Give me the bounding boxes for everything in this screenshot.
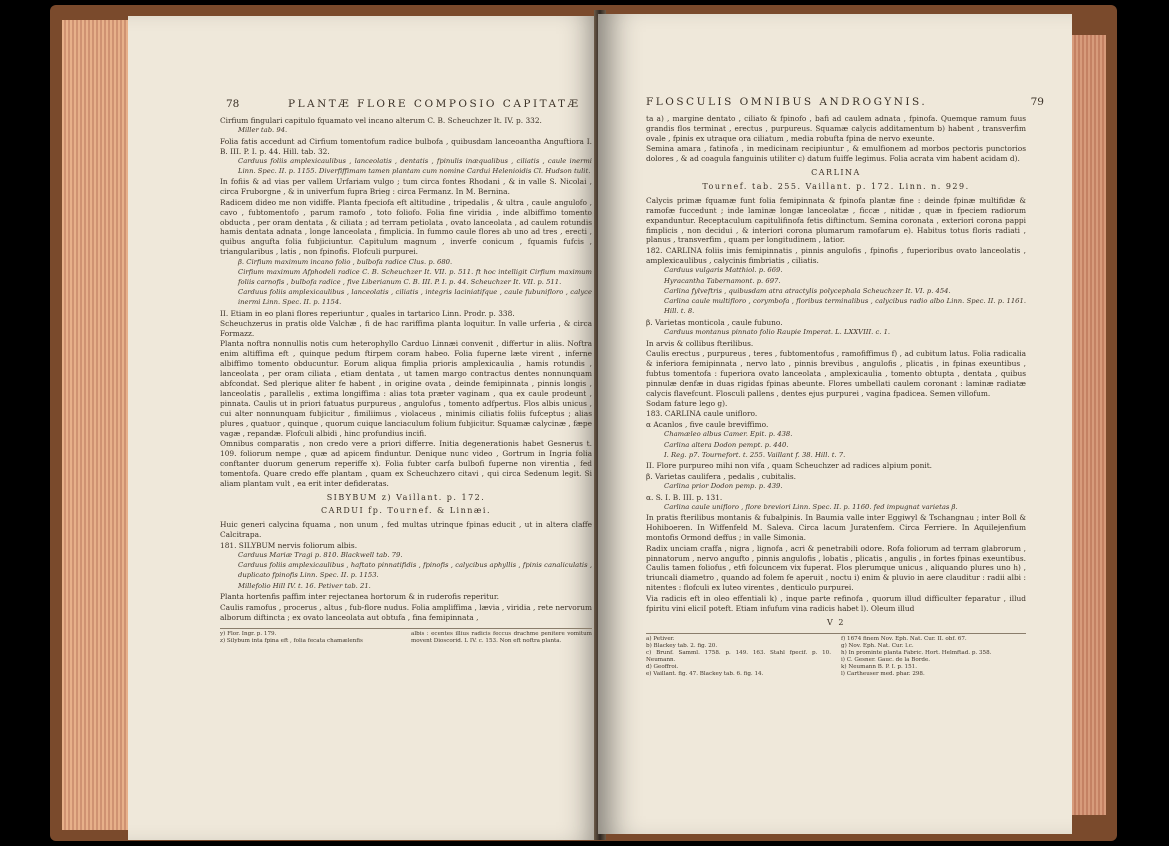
footnote: a) Petiver. xyxy=(646,636,675,643)
footnote: z) Silybum inta fpina eft , folia fecata chamælenfis xyxy=(220,638,363,645)
paragraph: Carlina caule unifloro , flore breviori Linn. Spec. II. p. 1160. fed impugnat varietas β. xyxy=(664,503,958,512)
paragraph: β. Cirfium maximum incano folio , bulbofa radice Clus. p. 680. xyxy=(238,257,453,266)
paragraph: Carduus foliis amplexicaulibus , lanceolatis , ciliatis , integris laciniatifque , caule fubunifloro , calyce inermi Linn. Spec. II. p. 1154. xyxy=(238,288,592,307)
paragraph: Huic generi calycina fquama , non unum , fed multas utrinque fpinas educit , ut in altera claffe Calcitrapa. xyxy=(220,520,592,540)
paragraph: Chamæleo albus Camer. Epit. p. 438. xyxy=(664,430,793,439)
left-page-text xyxy=(220,116,592,645)
paragraph: In arvis & collibus fterilibus. xyxy=(646,338,754,348)
paragraph: α Acanlos , five caule breviffimo. xyxy=(646,419,769,429)
paragraph: Folia fatis accedunt ad Cirfium tomentofum radice bulbofa , quibusdam lanceoantha Anguftiora I. B. III. P. I. p. 44. Hill. tab. 32. xyxy=(220,136,592,156)
paragraph: Carduus Mariæ Tragi p. 810. Blackwell tab. 79. xyxy=(238,551,403,560)
paragraph: Planta noftra nonnullis notis cum heterophyllo Carduo Linnæi convenit , differtur in aliis. Noftra enim altiffima eft , quinque pedum ftirpem coram habeo. Folia fuperne læte virent , inferne albiffimo tomento obducuntur. Eorum aliqua fimplia prioris amplexicaulia , hamis rotundis , lanceolata , per oram ciliata , etiam dentata , ut tamen margo contractus dentes nonnunquam abfcondat. Sed plerique aliter fe habent , in origine ovata , deinde femipinnata , pinnis longis , lanceolatis , parallelis , extima longiffima : alias tota præter vaginam , qua ex caule prodeunt , pinnata. Caulis ut in priori fatuatus purpureus , angulofus , tomento adfpertus. Flos albis unicus , cui alter nonnunquam fubjicitur , fimiliimus , violaceus , minimis ciliatis foliis fufceptus ; alias plures , quatuor , quinque , quorum cuique lanciaculum folium fubjicitur. Squamæ calycinæ , fæpe vagæ , repandæ. Flofculi albidi , hinc profundius incifi. xyxy=(220,339,592,438)
paragraph: In pratis fterilibus montanis & fubalpinis. In Baumia valle inter Eggiwyl & Tschangnau ; inter Boll & Hohiboeren. In Wiffenfeld M. Saleva. Circa lacum Juratenfem. Circa Ferriere. In Aquilejenfium montofis Ormond deffus ; in valle Simonia. xyxy=(646,513,1026,543)
paragraph: Semina amara , fatinofa , in medicinam recipiuntur , & emulfionem ad morbos pectoris punctorios dolores , & ad coagula fanguinis utiliter c) datum fuiffe legimus. Folia acrata vim habent acidam d). xyxy=(646,144,1026,164)
paragraph: α. S. I. B. III. p. 131. xyxy=(646,492,723,502)
paragraph: In fofiis & ad vias per vallem Urfariam vulgo ; tum circa fontes Rhodani , & in valle S. Nicolai , circa Fruborgne , & in univerfum fupra Brieg : circa Fermanz. In M. Bernina. xyxy=(220,177,592,197)
paragraph: Miller tab. 94. xyxy=(238,126,288,135)
paragraph: Caulis erectus , purpureus , teres , fubtomentofus , ramofiffimus f) , ad cubitum latus. Folia radicalia & inferiora femipinnata , nervo lato , pinnis brevibus , angulofis , plicatis , in fpinas exeuntibus , fubtus tomentofa : fuperiora ovato lanceolata , amplexicaulia , tomento obtupta , dentata , quibus pinnulæ denfæ in duas rigidas fpinas abeunte. Flores umbellati caulem coronant : laminæ radiatæ calycis flavefcunt. Flosculi pallens , dentes ejus purpurei , vagina fpadicea. Semen villofum. xyxy=(646,348,1026,398)
footnote: e) Vaillant. fig. 47. Blackey tab. 6. fig. 14. xyxy=(646,671,764,678)
paragraph: Radicem dideo me non vidiffe. Planta fpeciofa eft altitudine , tripedalis , & ultra , caule angulofo , cavo , fubtomentofo , parum ramofo , toto foliofo. Folia fine viridia , inde albiffimo tomento obducta , per oram dentata , & ciliata ; ad terram petiolata , ovato lanceolata , ad caulem rotundis hamis dentata adnata , longe lanceolata , fimplicia. In fummo caule flores ab uno ad tres , erecti , quibus angufta folia fubjiciuntur. Capitulum magnum , inverfe conicum , fquamis fufcis , triangularibus , latis , non fpinofis. Flofculi purpurei. xyxy=(220,197,592,257)
footnote: albis : ecentes illius radicis feccus drachme penitere vomitum movent Dioscorid. L IV. c. 153. Non eft noftra planta. xyxy=(411,631,592,645)
paragraph: Carduus vulgaris Matthiol. p. 669. xyxy=(664,266,783,275)
right-page-number: 79 xyxy=(1030,96,1044,108)
left-page xyxy=(128,16,604,840)
section-heading: SIBYBUM z) Vaillant. p. 172. xyxy=(326,492,486,502)
footnote: i) C. Gesner. Gauc. de la Borde. xyxy=(841,657,931,664)
paragraph: Hyracantha Tabernamont. p. 697. xyxy=(664,276,781,285)
left-page-number: 78 xyxy=(226,98,240,110)
paragraph: ta a) , margine dentato , ciliato & fpinofo , bafi ad caulem adnata , fpinofa. Quemque ramum fuus grandis flos terminat , erectus , purpureus. Squamæ calycis additamentum b) habent , transverfim ovale , fpinis ex utraque ora ciliatum , media robufta fpina de nervo exeunte. xyxy=(646,114,1026,143)
paragraph: II. Flore purpureo mihi non vifa , quam Scheuchzer ad radices alpium ponit. xyxy=(646,461,933,471)
footnote: c) Brunf. Samml. 1758. p. 149. 163. Stahl fpecif. p. 10. Neumann. xyxy=(646,650,831,664)
footnote: h) In prominte planta Fabric. Hort. Helmftad. p. 358. xyxy=(841,650,992,657)
paragraph: β. Varietas caulifera , pedalis , cubitalis. xyxy=(646,471,797,481)
footnote: f) 1674 finem Nov. Eph. Nat. Cur. II. obf. 67. xyxy=(841,636,967,643)
paragraph: Planta hortenfis paffim inter rejectanea hortorum & in ruderofis reperitur. xyxy=(220,592,499,602)
right-running-head: FLOSCULIS OMNIBUS ANDROGYNIS. xyxy=(646,96,928,108)
paragraph: Via radicis eft in oleo effentiali k) , inque parte refinofa , quorum illud difficulter feparatur , illud fpiritu vini eliciI poteft. Etiam infufum vina radicis habet l). Oleum illud xyxy=(646,593,1026,613)
paragraph: Radix unciam craffa , nigra , lignofa , acri & penetrabili odore. Rofa foliorum ad terram glabrorum , pinnatorum , nervo angufto , pinnis angulofis , lobatis , plicatis , angulis , in fortes fpinas exeuntibus. Caulis tamen foliofus , etfi folcuncem vix fuperat. Flos plerumque unicus , aliquando plures uno h) , triuncali diametro , quando ad folem fe aperuit , noctu i) enim & pluvio in aere clauditur : radii albi : nitentes : flofculi ex luteo virentes , denticulo purpurei. xyxy=(646,543,1026,593)
left-footnotes xyxy=(220,628,592,645)
section-heading: CARLINA xyxy=(811,168,861,178)
footnote: y) Flor. Ingr. p. 179. xyxy=(220,631,277,638)
paragraph: Sodam fature lego g). xyxy=(646,398,728,408)
footnote: k) Neumann B. P. I. p. 151. xyxy=(841,664,917,671)
paragraph: Calycis primæ fquamæ funt folia femipinnata & fpinofa plantæ fine : deinde fpinæ multifidæ & ramofæ fuccedunt ; inde laminæ longæ lanceolatæ , ficcæ , nitidæ , quæ in fpeciem radiorum expanduntur. Receptaculum capitulifinofa fetis diftinctum. Semina coronata , exteriori corona pappi fimplicis , non decidui , & interiori corona plumarum ramofarum e). Habitus totus floris radiati , planus , transverfim , quam per longitudinem , latior. xyxy=(646,195,1026,245)
paragraph: Carlina caule multifloro , corymbofa , floribus terminalibus , calycibus radio albo Linn. Spec. II. p. 1161. Hill. t. 8. xyxy=(664,297,1026,316)
signature-mark: V 2 xyxy=(827,617,845,627)
page-edges-right xyxy=(1072,35,1106,815)
footnote: d) Geoffroi. xyxy=(646,664,679,671)
paragraph: Carlina fylveftris , quibusdam atra atractylis polycephala Scheuchzer It. VI. p. 454. xyxy=(664,287,951,295)
right-footnotes xyxy=(646,633,1026,678)
paragraph: Scheuchzerus in pratis olde Valchæ , fi de hac rariffima planta loquitur. In valle urferia , & circa Formazz. xyxy=(220,319,592,339)
right-page xyxy=(598,14,1072,834)
paragraph: Millefolio Hill IV. t. 16. Petiver tab. 21. xyxy=(238,581,371,590)
left-running-head: PLANTÆ FLORE COMPOSIO CAPITATÆ xyxy=(288,98,581,110)
paragraph: Omnibus comparatis , non credo vere a priori differre. Initia degenerationis habet Gesnerus t. 109. foliorum nempe , quæ ad apicem finduntur. Denique nunc video , Gortrum in Ingria folia conftanter duorum generum reperiffe x). Folia fubter carfa bulbofi fuperne non virentia , fed tomentofa. Quare credo effe plantam , quam ex Scheuchzero citavi , qui circa Sedenum legit. Si aliam plantam vult , ea erit inter defideratas. xyxy=(220,439,592,488)
paragraph: Cirfium fingulari capitulo fquamato vel incano alterum C. B. Scheuchzer It. IV. p. 332. xyxy=(220,116,542,125)
footnote: g) Nov. Eph. Nat. Cur. l.c. xyxy=(841,643,914,650)
right-page-text xyxy=(646,114,1026,678)
paragraph: β. Varietas monticola , caule fubuno. xyxy=(646,317,783,327)
section-subheading: Tournef. tab. 255. Vaillant. p. 172. Linn. n. 929. xyxy=(702,181,970,191)
paragraph: Cirfium maximum Afphodeli radice C. B. Scheuchzer It. VII. p. 511. ft hoc intelligit Cirfium maximum foliis carnofis , bulbofa radice , five Liberianum C. B. III. P. I. p. 44. Scheuchzer It. VII. p. 511. xyxy=(238,268,592,286)
paragraph: Carduus foliis amplexicaulibus , lanceolatis , dentatis , fpinulis inæqualibus , ciliatis , caule inermi Linn. Spec. II. p. 1155. Diverfiffimam tamen plantam cum nomine Cardui Helenioidis Cl. Hudson tulit. xyxy=(238,157,592,176)
paragraph: Carlina prior Dodon pemp. p. 439. xyxy=(664,482,783,491)
paragraph: I. Reg. p7. Tournefort. t. 255. Vaillant f. 38. Hill. t. 7. xyxy=(664,451,846,459)
section-subheading: CARDUI fp. Tournef. & Linnæi. xyxy=(320,506,492,516)
paragraph: Caulis ramofus , procerus , altus , fub-flore nudus. Folia ampliffima , lævia , viridia , rete nervorum alborum diftincta ; ex ovato lanceolata aut obtufa , fina femipinnata , xyxy=(220,602,592,622)
paragraph: Carlina altera Dodon pempt. p. 440. xyxy=(664,440,789,449)
paragraph: 182. CARLINA foliis imis femipinnatis , pinnis angulofis , fpinofis , fuperioribus ovato lanceolatis , amplexicaulibus , calycinis fimbriatis , ciliatis. xyxy=(646,245,1026,265)
footnote: l) Cartheuser med. phar. 298. xyxy=(841,671,925,678)
paragraph: Carduus montanus pinnato folio Raupie Imperat. L. LXXVIII. c. 1. xyxy=(664,328,891,337)
paragraph: 183. CARLINA caule unifloro. xyxy=(646,409,758,419)
paragraph: Carduus foliis amplexicaulibus , haftato pinnatifidis , fpinofis , calycibus aphyllis , fpinis canaliculatis , duplicato fpinofis Linn. Spec. II. p. 1153. xyxy=(238,561,592,580)
paragraph: 181. SILYBUM nervis foliorum albis. xyxy=(220,540,358,550)
paragraph: II. Etiam in eo plani flores reperiuntur , quales in tartarico Linn. Prodr. p. 338. xyxy=(220,308,515,318)
footnote: b) Blackey tab. 2. fig. 20. xyxy=(646,643,718,650)
